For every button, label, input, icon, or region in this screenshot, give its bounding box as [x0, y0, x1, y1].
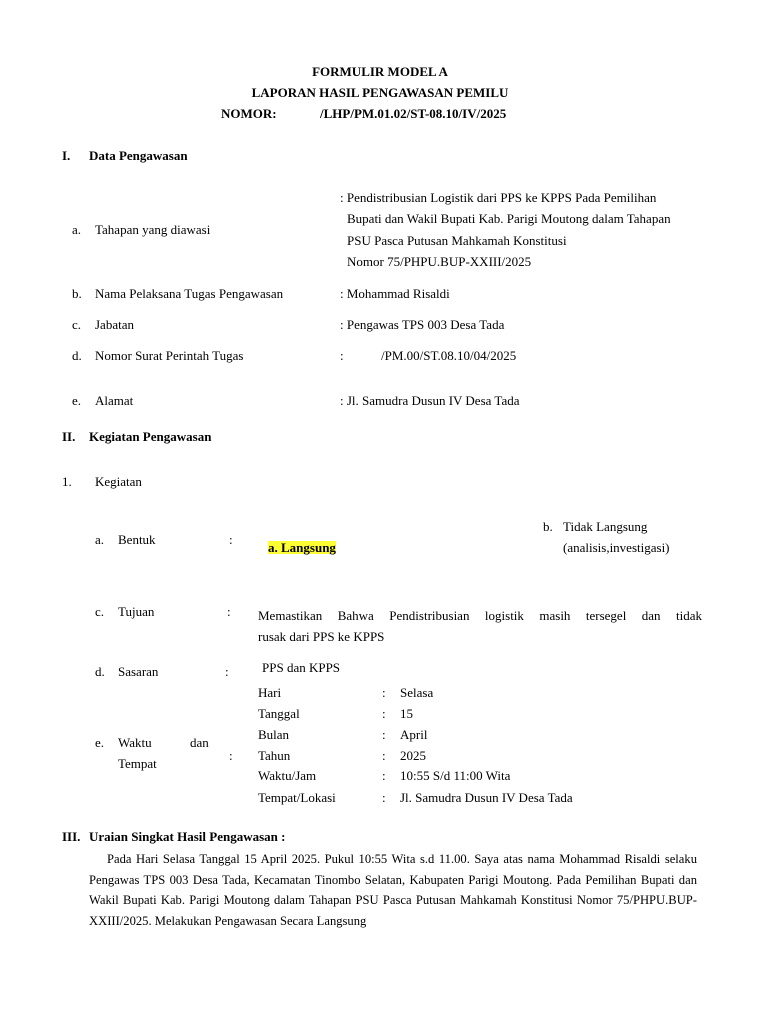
- item-a-letter: a.: [72, 222, 82, 237]
- waktu-row-key: Waktu/Jam: [258, 768, 317, 783]
- sasaran-letter: d.: [95, 664, 105, 679]
- waktu-row-key: Tahun: [258, 748, 291, 763]
- section-3-number: III.: [62, 829, 81, 844]
- section-3-title: Uraian Singkat Hasil Pengawasan :: [89, 829, 286, 844]
- bentuk-letter: a.: [95, 532, 105, 547]
- sasaran-value: PPS dan KPPS: [262, 660, 341, 675]
- jabatan-label: Jabatan: [95, 317, 134, 332]
- bentuk-colon: :: [229, 532, 233, 547]
- nama-pelaksana-label: Nama Pelaksana Tugas Pengawasan: [95, 286, 284, 301]
- waktu-row-sep: :: [382, 685, 386, 700]
- tahapan-value-line: Bupati dan Wakil Bupati Kab. Parigi Moutong dalam Tahapan: [347, 211, 671, 226]
- waktu-row-key: Tanggal: [258, 706, 300, 721]
- waktu-label: Waktu: [118, 735, 152, 750]
- tahapan-label: Tahapan yang diawasi: [95, 222, 211, 237]
- waktu-row-value: 2025: [400, 748, 426, 763]
- waktu-label-tempat: Tempat: [118, 756, 157, 771]
- alamat-value: : Jl. Samudra Dusun IV Desa Tada: [340, 393, 520, 408]
- waktu-row-sep: :: [382, 727, 386, 742]
- tujuan-colon: :: [227, 604, 231, 619]
- waktu-row-key: Hari: [258, 685, 282, 700]
- waktu-label-dan: dan: [190, 735, 209, 750]
- waktu-row-sep: :: [382, 706, 386, 721]
- option-tidak-langsung: Tidak Langsung: [563, 519, 648, 534]
- sasaran-label: Sasaran: [118, 664, 159, 679]
- tujuan-label: Tujuan: [118, 604, 155, 619]
- nomor-surat-colon: :: [340, 348, 344, 363]
- tahapan-value-line: PSU Pasca Putusan Mahkamah Konstitusi: [347, 233, 567, 248]
- report-title: LAPORAN HASIL PENGAWASAN PEMILU: [251, 85, 509, 100]
- waktu-row-sep: :: [382, 748, 386, 763]
- nomor-surat-label: Nomor Surat Perintah Tugas: [95, 348, 244, 363]
- waktu-colon: :: [229, 748, 233, 763]
- jabatan-value: : Pengawas TPS 003 Desa Tada: [340, 317, 505, 332]
- tahapan-value-line: Nomor 75/PHPU.BUP-XXIII/2025: [347, 254, 532, 269]
- sasaran-colon: :: [225, 664, 229, 679]
- section-2-number: II.: [62, 429, 76, 444]
- bentuk-label: Bentuk: [118, 532, 156, 547]
- tujuan-letter: c.: [95, 604, 105, 619]
- kegiatan-label: Kegiatan: [95, 474, 142, 489]
- waktu-row-sep: :: [382, 790, 386, 805]
- waktu-row-key: Tempat/Lokasi: [258, 790, 336, 805]
- waktu-row-value: Selasa: [400, 685, 434, 700]
- waktu-row-key: Bulan: [258, 727, 290, 742]
- waktu-row-value: April: [400, 727, 428, 742]
- waktu-row-sep: :: [382, 768, 386, 783]
- nama-pelaksana-value: : Mohammad Risaldi: [340, 286, 450, 301]
- nomor-value: /LHP/PM.01.02/ST-08.10/IV/2025: [320, 106, 507, 121]
- item-b-letter: b.: [72, 286, 82, 301]
- item-d-letter: d.: [72, 348, 82, 363]
- option-b-letter: b.: [543, 519, 553, 534]
- item-e-letter: e.: [72, 393, 82, 408]
- section-1-number: I.: [62, 148, 71, 163]
- tujuan-value-line: Memastikan Bahwa Pendistribusian logistik masih tersegel dan tidak: [258, 608, 702, 623]
- item-c-letter: c.: [72, 317, 82, 332]
- tujuan-value-line: rusak dari PPS ke KPPS: [258, 629, 385, 644]
- waktu-row-value: Jl. Samudra Dusun IV Desa Tada: [400, 790, 573, 805]
- nomor-surat-value: /PM.00/ST.08.10/04/2025: [381, 348, 517, 363]
- uraian-paragraph: Pada Hari Selasa Tanggal 15 April 2025. Pukul 10:55 Wita s.d 11.00. Saya atas nama Mohammad Risaldi selaku Pengawas TPS 003 Desa Tada, Kecamatan Tinombo Selatan, Kabupaten Parigi Moutong. Pada Pemilihan Bupati dan Wakil Bupati Kab. Parigi Moutong dalam Tahapan PSU Pasca Putusan Mahkamah Konstitusi Nomor 75/PHPU.BUP-XXIII/2025. Melakukan Pengawasan Secara Langsung: [89, 852, 697, 929]
- waktu-row-value: 10:55 S/d 11:00 Wita: [400, 768, 511, 783]
- section-2-title: Kegiatan Pengawasan: [89, 429, 212, 444]
- section-1-title: Data Pengawasan: [89, 148, 188, 163]
- alamat-label: Alamat: [95, 393, 134, 408]
- waktu-letter: e.: [95, 735, 105, 750]
- option-langsung-highlighted: a. Langsung: [268, 540, 336, 555]
- option-tidak-langsung-note: (analisis,investigasi): [563, 540, 670, 555]
- nomor-label: NOMOR:: [221, 106, 277, 121]
- tahapan-value-line: : Pendistribusian Logistik dari PPS ke KPPS Pada Pemilihan: [340, 190, 657, 205]
- kegiatan-number: 1.: [62, 474, 72, 489]
- form-title: FORMULIR MODEL A: [312, 64, 448, 79]
- waktu-row-value: 15: [400, 706, 413, 721]
